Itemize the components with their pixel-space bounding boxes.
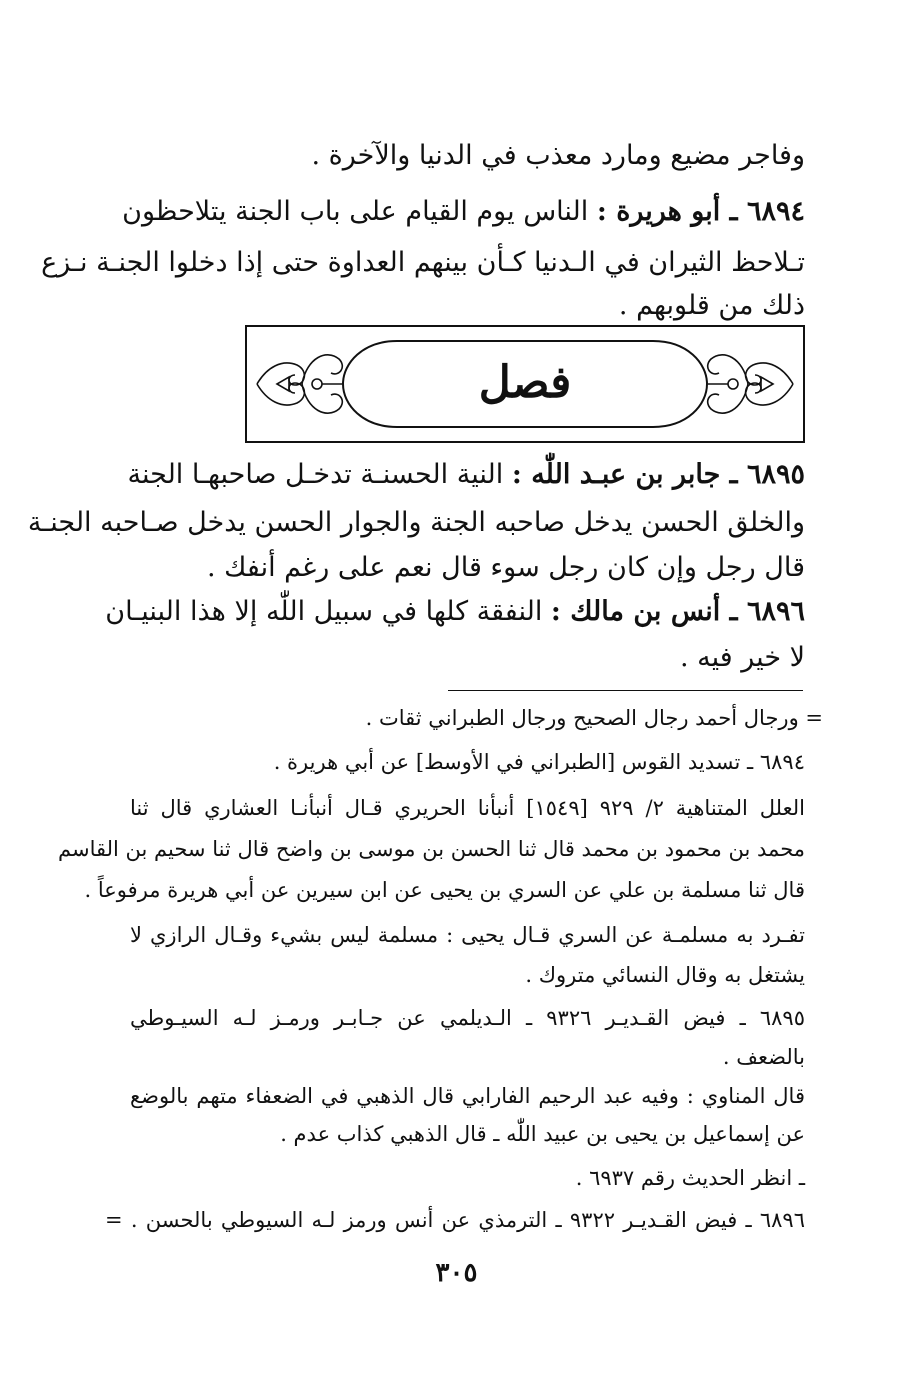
footnote-line: العلل المتناهية ٢/ ٩٢٩ [١٥٤٩] أنبأنا الحريري قـال أنبأنـا العشاري قال ثنا <box>130 796 806 820</box>
footnote-line: محمد بن محمود بن محمد قال ثنا الحسن بن موسى بن واضح قال ثنا سحيم بن القاسم <box>58 837 805 861</box>
hadith-6895-line3: قال رجل وإن كان رجل سوء قال نعم على رغم أنفك . <box>206 552 805 583</box>
fasl-heading: فصل <box>478 357 572 408</box>
hadith-6894-line2: تـلاحظ الثيران في الـدنيا كـأن بينهم العداوة حتى إذا دخلوا الجنـة نـزع <box>41 247 805 278</box>
fasl-ornament-frame <box>245 325 805 443</box>
page-number: ٣٠٥ <box>435 1258 478 1288</box>
footnote-line: قال ثنا مسلمة بن علي عن السري بن يحيى عن ابن سيرين عن أبي هريرة مرفوعاً . <box>84 878 805 902</box>
hadith-6896-narrator: ٦٨٩٦ ـ أنس بن مالك : <box>550 596 805 627</box>
footnote-line: ٦٨٩٤ ـ تسديد القوس [الطبراني في الأوسط] عن أبي هريرة . <box>273 750 805 774</box>
hadith-6895-narrator: ٦٨٩٥ ـ جابر بن عبـد اللّٰه : <box>511 459 805 490</box>
footnote-line: = ورجال أحمد رجال الصحيح ورجال الطبراني ثقات . <box>365 706 823 730</box>
footnote-line: ٦٨٩٦ ـ فيض القـديـر ٩٣٢٢ ـ الترمذي عن أنس ورمز لـه السيوطي بالحسن . = <box>105 1208 805 1232</box>
footnote-divider <box>448 690 803 691</box>
footnote-line: قال المناوي : وفيه عبد الرحيم الفارابي قال الذهبي في الضعفاء متهم بالوضع <box>130 1084 805 1108</box>
footnote-line: ٦٨٩٥ ـ فيض القـديـر ٩٣٢٦ ـ الـديلمي عن جـابـر ورمـز لـه السيـوطي <box>130 1006 805 1030</box>
hadith-6894-narrator: ٦٨٩٤ ـ أبو هريرة : <box>596 196 805 227</box>
hadith-6896-line2: لا خير فيه . <box>680 642 805 673</box>
hadith-6894-line3: ذلك من قلوبهم . <box>618 290 805 321</box>
footnote-line: بالضعف . <box>722 1045 805 1069</box>
hadith-6895-line2: والخلق الحسن يدخل صاحبه الجنة والجوار الحسن يدخل صـاحبه الجنـة <box>27 507 805 538</box>
line-continuation: وفاجر مضيع ومارد معذب في الدنيا والآخرة . <box>311 140 805 171</box>
hadith-6894-text: الناس يوم القيام على باب الجنة يتلاحظون <box>122 196 589 227</box>
hadith-6895-text: النية الحسنـة تدخـل صاحبهـا الجنة <box>127 459 504 490</box>
footnote-line: ـ انظر الحديث رقم ٦٩٣٧ . <box>575 1166 805 1190</box>
hadith-6896-line1 <box>105 592 805 632</box>
hadith-6894-line1 <box>122 192 805 232</box>
footnote-line: عن إسماعيل بن يحيى بن عبيد اللّٰه ـ قال الذهبي كذاب عدم . <box>280 1122 805 1146</box>
footnote-line: يشتغل به وقال النسائي متروك . <box>525 963 805 987</box>
hadith-6896-text: النفقة كلها في سبيل اللّٰه إلا هذا البنيـان <box>105 596 543 627</box>
footnote-line: تفـرد به مسلمـة عن السري قـال يحيى : مسلمة ليس بشيء وقـال الرازي لا <box>130 923 805 947</box>
hadith-6895-line1 <box>127 455 805 495</box>
